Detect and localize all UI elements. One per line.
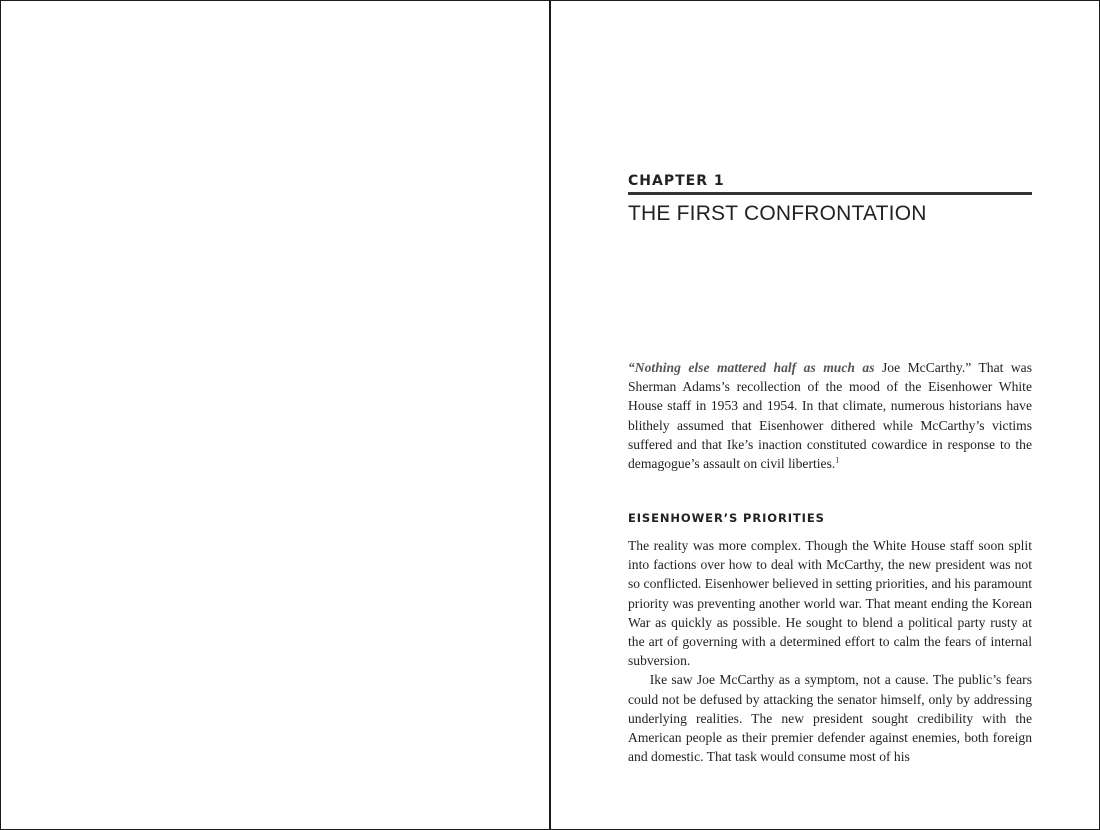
chapter-title: THE FIRST CONFRONTATION [628,202,927,225]
footnote-marker[interactable]: 1 [835,455,840,465]
section-body [628,536,1032,766]
paragraph-1: The reality was more complex. Though the White House staff soon split into factions over how to deal with McCarthy, the new president was not so conflicted. Eisenhower believed in setting priorities, and his paramount priority was preventing another world war. That meant ending the Korean War as quickly as possible. He sought to blend a political party rusty at the art of governing with a determined effort to calm the fears of internal subversion. [628,538,1032,669]
opening-italic-lead: “Nothing else mattered half as much as [628,360,875,375]
section-heading: EISENHOWER’S PRIORITIES [628,511,825,525]
opening-text: Joe McCarthy.” That was Sherman Adams’s recollection of the mood of the Eisenhower White House staff in 1953 and 1954. In that climate, numerous historians have blithely assumed that Eisenhower dithered while McCarthy’s victims suffered and that Ike’s inaction constituted cowardice in response to the demagogue’s assault on civil liberties. [628,360,1033,472]
chapter-rule-divider [628,192,1032,195]
opening-paragraph [628,358,1032,473]
paragraph-2: Ike saw Joe McCarthy as a symptom, not a cause. The public’s fears could not be defused by attacking the senator himself, only by addressing underlying realities. The new president sought credibility with the American people as their premier defender against enemies, both foreign and domestic. That task would consume most of his [628,672,1032,765]
right-page [551,0,1100,830]
chapter-label: CHAPTER 1 [628,173,725,189]
